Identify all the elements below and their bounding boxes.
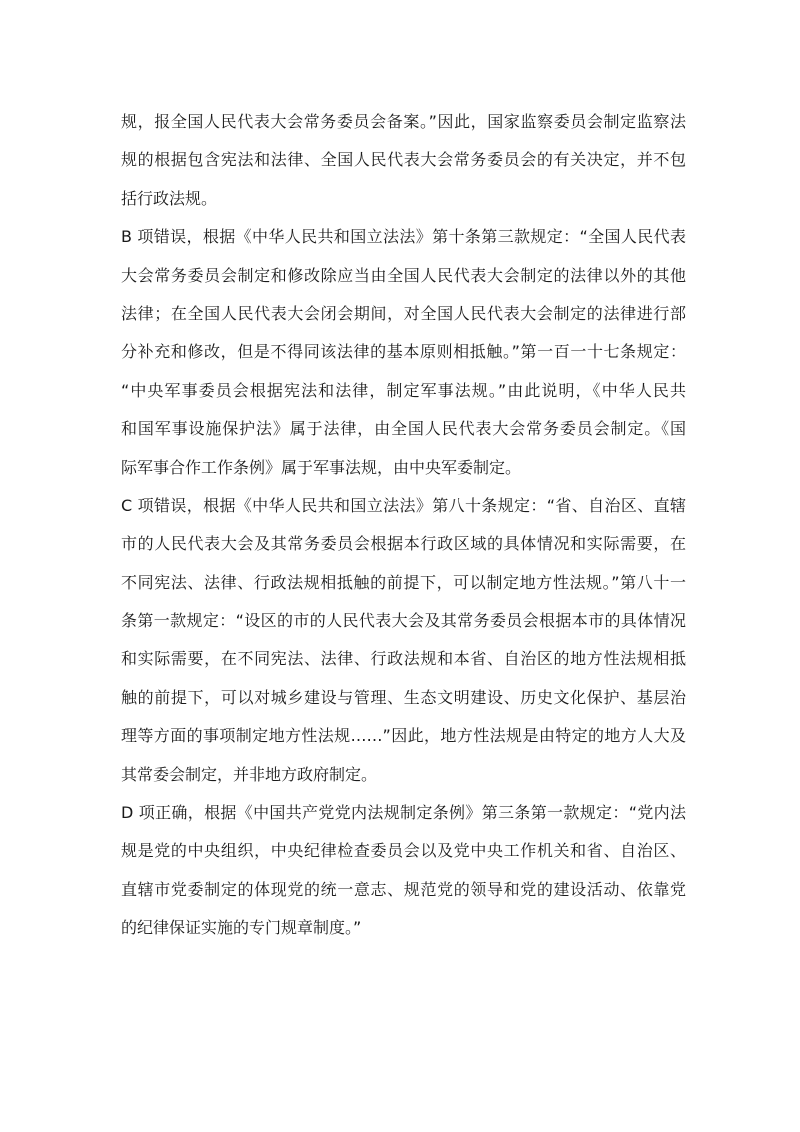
text-line: 括行政法规。 xyxy=(121,188,218,208)
text-line: 直辖市党委制定的体现党的统一意志、规范党的领导和党的建设活动、依靠党 xyxy=(121,879,686,899)
text-line: 大会常务委员会制定和修改除应当由全国人民代表大会制定的法律以外的其他 xyxy=(121,265,686,285)
text-line: C 项错误，根据《中华人民共和国立法法》第八十条规定：“省、自治区、直辖 xyxy=(121,495,686,515)
text-line: 分补充和修改，但是不得同该法律的基本原则相抵触。”第一百一十七条规定： xyxy=(121,342,686,362)
text-line: 规是党的中央组织，中央纪律检查委员会以及党中央工作机关和省、自治区、 xyxy=(121,841,686,861)
text-line: 和实际需要，在不同宪法、法律、行政法规和本省、自治区的地方性法规相抵 xyxy=(121,649,686,669)
text-line: 际军事合作工作条例》属于军事法规，由中央军委制定。 xyxy=(121,457,522,477)
text-line: 和国军事设施保护法》属于法律，由全国人民代表大会常务委员会制定。《国 xyxy=(121,419,686,439)
text-line: B 项错误，根据《中华人民共和国立法法》第十条第三款规定：“全国人民代表 xyxy=(121,227,686,247)
text-line: 其常委会制定，并非地方政府制定。 xyxy=(121,764,378,784)
text-line: 的纪律保证实施的专门规章制度。” xyxy=(121,918,362,938)
text-line: D 项正确，根据《中国共产党党内法规制定条例》第三条第一款规定：“党内法 xyxy=(121,803,686,823)
text-line: 触的前提下，可以对城乡建设与管理、生态文明建设、历史文化保护、基层治 xyxy=(121,687,686,707)
text-line: 法律；在全国人民代表大会闭会期间，对全国人民代表大会制定的法律进行部 xyxy=(121,303,686,323)
text-line: 不同宪法、法律、行政法规相抵触的前提下，可以制定地方性法规。”第八十一 xyxy=(121,572,686,592)
text-line: 市的人民代表大会及其常务委员会根据本行政区域的具体情况和实际需要，在 xyxy=(121,534,686,554)
text-line: 条第一款规定：“设区的市的人民代表大会及其常务委员会根据本市的具体情况 xyxy=(121,611,686,631)
text-line: 规的根据包含宪法和法律、全国人民代表大会常务委员会的有关决定，并不包 xyxy=(121,150,686,170)
answer-explanation-text xyxy=(121,103,686,948)
text-line: 规，报全国人民代表大会常务委员会备案。”因此，国家监察委员会制定监察法 xyxy=(121,112,686,131)
text-line: 理等方面的事项制定地方性法规……”因此，地方性法规是由特定的地方人大及 xyxy=(121,726,686,746)
text-line: “中央军事委员会根据宪法和法律，制定军事法规。”由此说明，《中华人民共 xyxy=(121,380,686,400)
